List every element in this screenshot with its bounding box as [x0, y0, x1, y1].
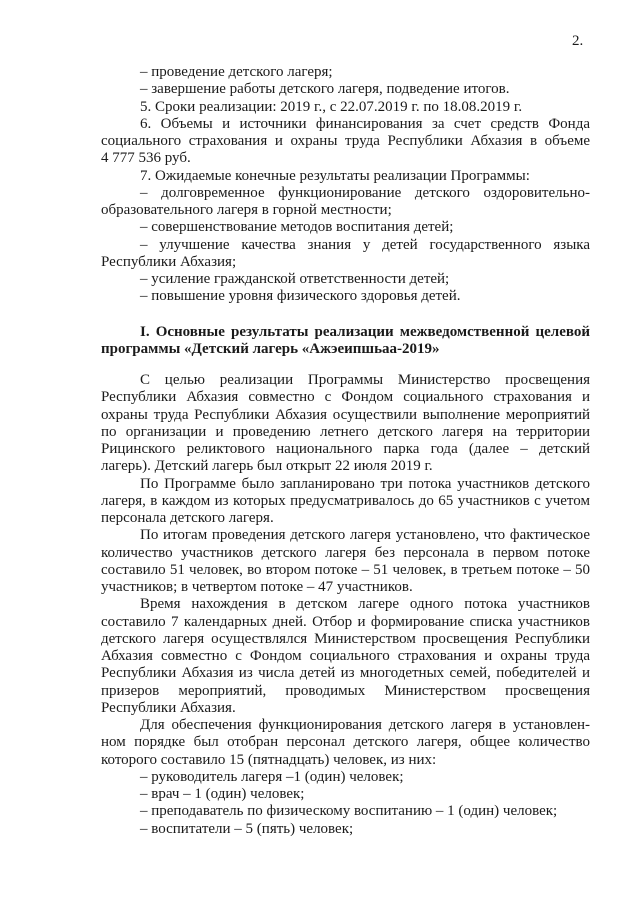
text-line: Республики Абхазия;: [101, 253, 237, 270]
text-line: – завершение работы детского лагеря, подведение итогов.: [140, 81, 510, 98]
text-line: количество участников детского лагеря без персонала в первом потоке: [101, 544, 590, 561]
text-line: – повышение уровня физического здоровья детей.: [140, 288, 461, 305]
text-line: 7. Ожидаемые конечные результаты реализации Программы:: [140, 167, 530, 184]
text-line: С целью реализации Программы Министерство просвещения: [140, 372, 590, 388]
text-line: участников; в четвертом потоке – 47 участников.: [101, 579, 413, 595]
text-line: программы «Детский лагерь «Ажэеипшьаа-2019»: [101, 341, 440, 358]
text-line: Рицинского реликтового национального парка года (далее – детский: [101, 441, 590, 457]
text-line: Республики Абхазия из числа детей из многодетных семей, победителей и: [101, 665, 590, 682]
page-number: 2.: [572, 33, 584, 49]
text-line: которого составило 15 (пятнадцать) человек, из них:: [101, 751, 437, 768]
text-line: составило 51 человек, во втором потоке – 51 человек, в третьем потоке – 50: [101, 561, 590, 578]
text-line: По Программе было запланировано три потока участников детского: [140, 475, 590, 492]
text-line: охраны труда Республики Абхазия осуществили выполнение мероприятий: [101, 406, 590, 423]
text-line: составило 7 календарных дней. Отбор и формирование списка участников: [101, 613, 590, 630]
text-line: социального страхования и охраны труда Республики Абхазия в объеме: [101, 133, 590, 149]
text-line: детского лагеря осуществлялся Министерством просвещения Республики: [101, 630, 590, 647]
text-line: Абхазия совместно с Фондом социального страхования и охраны труда: [101, 648, 590, 664]
text-line: По итогам проведения детского лагеря установлено, что фактическое: [140, 527, 590, 544]
text-line: I. Основные результаты реализации межведомственной целевой: [140, 324, 590, 340]
text-line: образовательного лагеря в горной местности;: [101, 202, 392, 218]
section-heading: [101, 324, 590, 359]
text-line: лагеря, в каждом из которых предусматривалось до 65 участников с учетом: [101, 492, 590, 509]
text-line: по организации и проведению летнего детского лагеря на территории: [101, 423, 590, 440]
text-line: – улучшение качества знания у детей государственного языка: [140, 236, 590, 253]
text-line: лагерь). Детский лагерь был открыт 22 июля 2019 г.: [101, 458, 433, 475]
text-line: – воспитатели – 5 (пять) человек;: [140, 820, 354, 837]
text-line: Для обеспечения функционирования детского лагеря в установлен-: [140, 717, 590, 733]
text-line: ном порядке был отобран персонал детского лагеря, общее количество: [101, 734, 590, 751]
section-body: [101, 372, 590, 838]
text-line: – врач – 1 (один) человек;: [140, 786, 305, 802]
text-line: 5. Сроки реализации: 2019 г., с 22.07.2019 г. по 18.08.2019 г.: [140, 98, 523, 115]
text-line: – совершенствование методов воспитания детей;: [140, 219, 454, 236]
text-line: – долговременное функционирование детского оздоровительно-: [140, 184, 590, 201]
text-line: – преподаватель по физическому воспитанию – 1 (один) человек;: [140, 803, 558, 820]
program-details-list: [101, 64, 590, 306]
text-line: – проведение детского лагеря;: [140, 64, 333, 80]
text-line: 6. Объемы и источники финансирования за счет средств Фонда: [140, 115, 590, 132]
text-line: персонала детского лагеря.: [101, 510, 274, 526]
text-line: – усиление гражданской ответственности детей;: [140, 271, 450, 287]
text-line: Время нахождения в детском лагере одного потока участников: [140, 596, 590, 613]
text-line: 4 777 536 руб.: [101, 150, 191, 167]
text-line: – руководитель лагеря –1 (один) человек;: [140, 768, 404, 785]
text-line: призеров мероприятий, проводимых Министерством просвещения: [101, 682, 590, 699]
text-line: Республики Абхазия.: [101, 699, 236, 716]
text-line: Республики Абхазия совместно с Фондом социального страхования и: [101, 389, 590, 406]
